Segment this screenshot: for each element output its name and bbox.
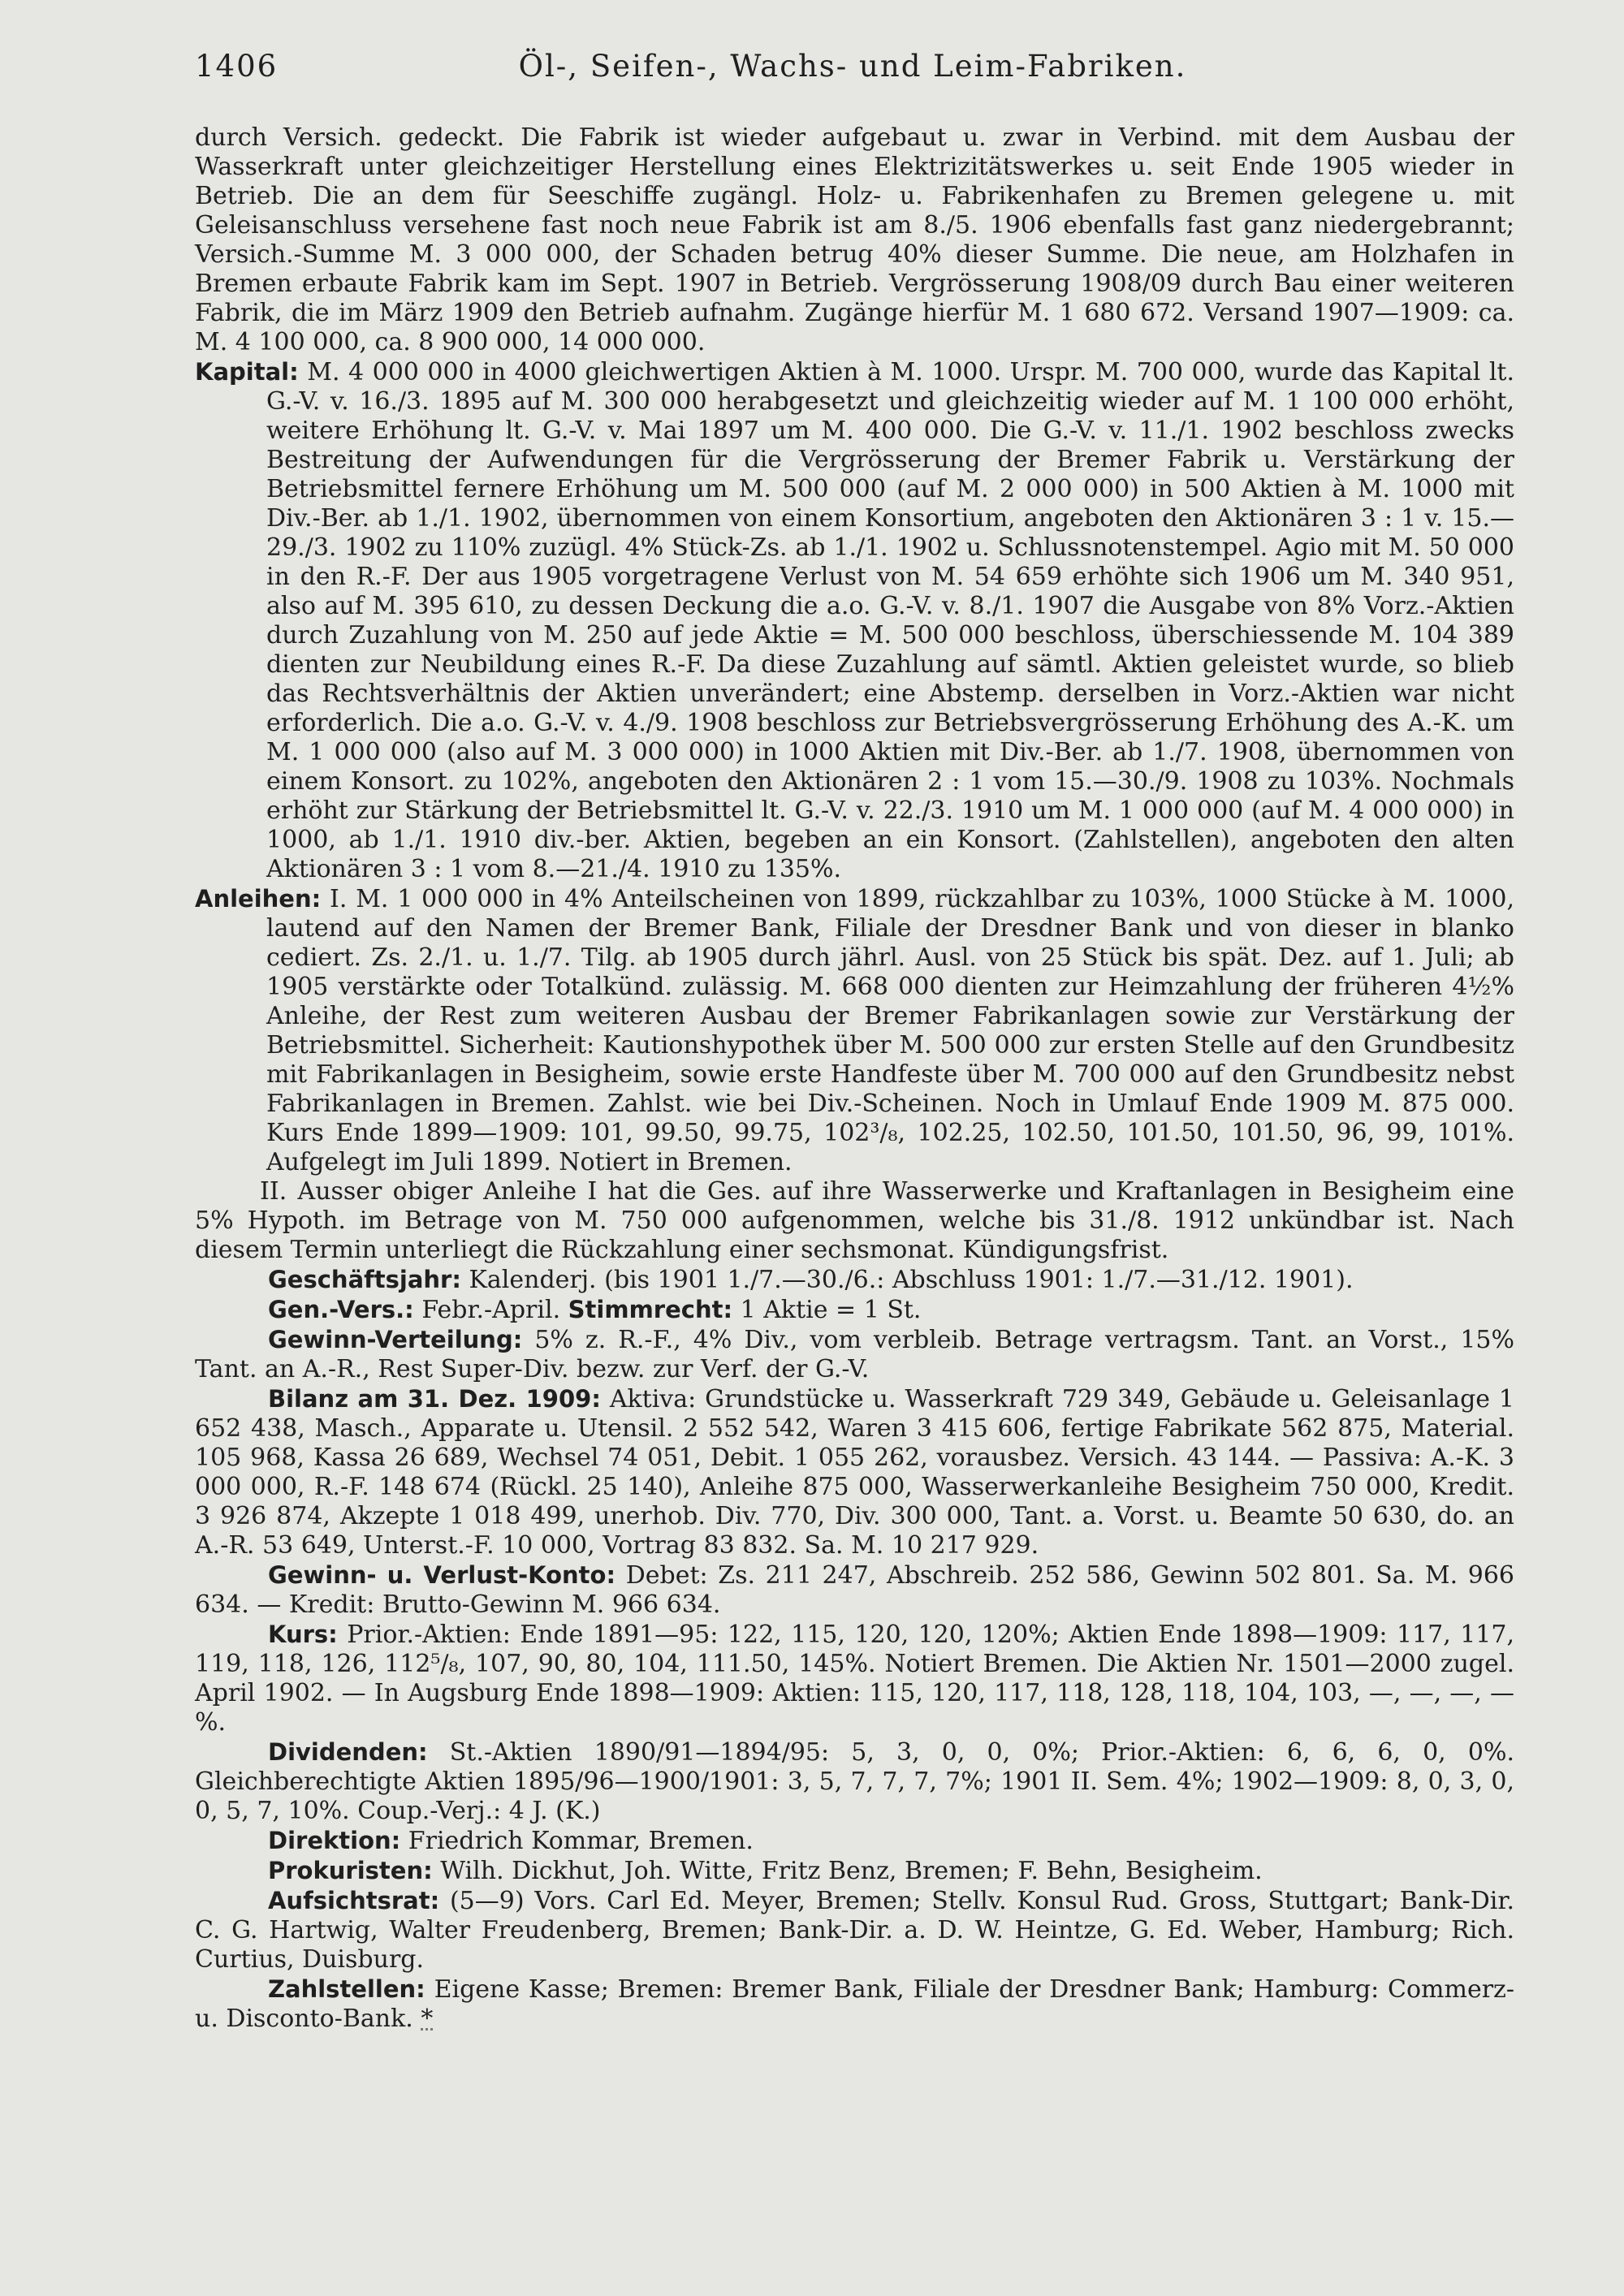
kurs-text: Prior.-Aktien: Ende 1891—95: 122, 115, 120, 120, 120%; Aktien Ende 1898—1909: 117, 117, 119, 118, 126, 112⁵/₈, 107, 90, 80, 104, 111.50, 145%. Notiert Bremen. Die Aktien Nr. 1501—2000 zugel. April 1902. — In Augsburg Ende 1898—1909: Aktien: 115, 120, 117, 118, 128, 118, 104, 103, —, —, —, —%. <box>195 1621 1514 1737</box>
page-header <box>195 49 1510 106</box>
guv-text: Debet: Zs. 211 247, Abschreib. 252 586, Gewinn 502 801. Sa. M. 966 634. — Kredit: Brutto-Gewinn M. 966 634. <box>195 1561 1514 1619</box>
prokuristen-text: Wilh. Dickhut, Joh. Witte, Fritz Benz, Bremen; F. Behn, Besigheim. <box>440 1857 1263 1885</box>
direktion-section <box>195 1826 1514 1856</box>
kurs-label: Kurs: <box>268 1621 338 1648</box>
bilanz-section <box>195 1384 1514 1560</box>
gewinnverteilung-label: Gewinn-Verteilung: <box>268 1326 523 1353</box>
zahlstellen-label: Zahlstellen: <box>268 1975 425 2003</box>
zahlstellen-text: Eigene Kasse; Bremen: Bremer Bank, Filiale der Dresdner Bank; Hamburg: Commerz- u. Disconto-Bank. <box>195 1975 1514 2033</box>
aufsichtsrat-label: Aufsichtsrat: <box>268 1887 440 1914</box>
zahlstellen-section <box>195 1974 1514 2034</box>
bilanz-text: Aktiva: Grundstücke u. Wasserkraft 729 349, Gebäude u. Geleisanlage 1 652 438, Masch., Apparate u. Utensil. 2 552 542, Waren 3 415 606, fertige Fabrikate 562 875, Material. 105 968, Kassa 26 689, Wechsel 74 051, Debit. 1 055 262, vorausbez. Versich. 43 144. — Passiva: A.-K. 3 000 000, R.-F. 148 674 (Rückl. 25 140), Anleihe 875 000, Wasserwerkanleihe Besigheim 750 000, Kredit. 3 926 874, Akzepte 1 018 499, unerhob. Div. 770, Div. 300 000, Tant. a. Vorst. u. Beamte 50 630, do. an A.-R. 53 649, Unterst.-F. 10 000, Vortrag 83 832. Sa. M. 10 217 929. <box>195 1385 1514 1560</box>
dividenden-label: Dividenden: <box>268 1738 428 1766</box>
page-body <box>195 123 1514 2034</box>
stimmrecht-label: Stimmrecht: <box>568 1296 733 1323</box>
bilanz-label: Bilanz am 31. Dez. 1909: <box>268 1385 601 1413</box>
prokuristen-section <box>195 1856 1514 1886</box>
geschaeftsjahr-section <box>195 1265 1514 1295</box>
anleihen-text: I. M. 1 000 000 in 4% Anteilscheinen von 1899, rückzahlbar zu 103%, 1000 Stücke à M. 1000, lautend auf den Namen der Bremer Bank, Filiale der Dresdner Bank und von dieser in blanko cediert. Zs. 2./1. u. 1./7. Tilg. ab 1905 durch jährl. Ausl. von 25 Stück bis spät. Dez. auf 1. Juli; ab 1905 verstärkte oder Totalkünd. zulässig. M. 668 000 dienten zur Heimzahlung der früheren 4½% Anleihe, der Rest zum weiteren Ausbau der Bremer Fabrikanlagen sowie zur Verstärkung der Betriebsmittel. Sicherheit: Kautionshypothek über M. 500 000 zur ersten Stelle auf den Grundbesitz mit Fabrikanlagen in Besigheim, sowie erste Handfeste über M. 700 000 auf den Grundbesitz nebst Fabrikanlagen in Bremen. Zahlst. wie bei Div.-Scheinen. Noch in Umlauf Ende 1909 M. 875 000. Kurs Ende 1899—1909: 101, 99.50, 99.75, 102³/₈, 102.25, 102.50, 101.50, 101.50, 96, 99, 101%. Aufgelegt im Juli 1899. Notiert in Bremen. <box>266 885 1514 1176</box>
aufsichtsrat-section <box>195 1886 1514 1974</box>
kapital-label: Kapital: <box>195 358 299 386</box>
stimmrecht-text: 1 Aktie = 1 St. <box>740 1296 922 1324</box>
kapital-text: M. 4 000 000 in 4000 gleichwertigen Aktien à M. 1000. Urspr. M. 700 000, wurde das Kapital lt. G.-V. v. 16./3. 1895 auf M. 300 000 herabgesetzt und gleichzeitig wieder auf M. 1 100 000 erhöht, weitere Erhöhung lt. G.-V. v. Mai 1897 um M. 400 000. Die G.-V. v. 11./1. 1902 beschloss zwecks Bestreitung der Aufwendungen für die Vergrösserung der Bremer Fabrik u. Verstärkung der Betriebsmittel fernere Erhöhung um M. 500 000 (auf M. 2 000 000) in 500 Aktien à M. 1000 mit Div.-Ber. ab 1./1. 1902, übernommen von einem Konsortium, angeboten den Aktionären 3 : 1 v. 15.—29./3. 1902 zu 110% zuzügl. 4% Stück-Zs. ab 1./1. 1902 u. Schlussnotenstempel. Agio mit M. 50 000 in den R.-F. Der aus 1905 vorgetragene Verlust von M. 54 659 erhöhte sich 1906 um M. 340 951, also auf M. 395 610, zu dessen Deckung die a.o. G.-V. v. 8./1. 1907 die Ausgabe von 8% Vorz.-Aktien durch Zuzahlung von M. 250 auf jede Aktie = M. 500 000 beschloss, überschiessende M. 104 389 dienten zur Neubildung eines R.-F. Da diese Zuzahlung auf sämtl. Aktien geleistet wurde, so blieb das Rechtsverhältnis der Aktien unverändert; eine Abstemp. derselben in Vorz.-Aktien war nicht erforderlich. Die a.o. G.-V. v. 4./9. 1908 beschloss zur Betriebsvergrösserung Erhöhung des A.-K. um M. 1 000 000 (also auf M. 3 000 000) in 1000 Aktien mit Div.-Ber. ab 1./7. 1908, übernommen von einem Konsort. zu 102%, angeboten den Aktionären 2 : 1 vom 15.—30./9. 1908 zu 103%. Nochmals erhöht zur Stärkung der Betriebsmittel lt. G.-V. v. 22./3. 1910 um M. 1 000 000 (auf M. 4 000 000) in 1000, ab 1./1. 1910 div.-ber. Aktien, begeben an ein Konsort. (Zahlstellen), angeboten den alten Aktionären 3 : 1 vom 8.—21./4. 1910 zu 135%. <box>266 358 1515 883</box>
gewinnverteilung-text: 5% z. R.-F., 4% Div., vom verbleib. Betrage vertragsm. Tant. an Vorst., 15% Tant. an A.-R., Rest Super-Div. bezw. zur Verf. der G.-V. <box>195 1326 1514 1383</box>
geschaeftsjahr-label: Geschäftsjahr: <box>268 1266 461 1293</box>
kapital-section <box>195 357 1514 884</box>
genvers-label: Gen.-Vers.: <box>268 1296 414 1323</box>
direktion-label: Direktion: <box>268 1827 401 1854</box>
footnote-mark: * <box>421 2005 434 2033</box>
page-number: 1406 <box>195 49 279 84</box>
intro-paragraph: durch Versich. gedeckt. Die Fabrik ist wieder aufgebaut u. zwar in Verbind. mit dem Ausbau der Wasserkraft unter gleichzeitiger Herstellung eines Elektrizitätswerkes u. seit Ende 1905 wieder in Betrieb. Die an dem für Seeschiffe zugängl. Holz- u. Fabrikenhafen zu Bremen gelegene u. mit Geleisanschluss versehene fast noch neue Fabrik ist am 8./5. 1906 ebenfalls fast ganz niedergebrannt; Versich.-Summe M. 3 000 000, der Schaden betrug 40% dieser Summe. Die neue, am Holzhafen in Bremen erbaute Fabrik kam im Sept. 1907 in Betrieb. Vergrösserung 1908/09 durch Bau einer weiteren Fabrik, die im März 1909 den Betrieb aufnahm. Zugänge hierfür M. 1 680 672. Versand 1907—1909: ca. M. 4 100 000, ca. 8 900 000, 14 000 000. <box>195 123 1514 356</box>
gewinnverteilung-section <box>195 1325 1514 1384</box>
kurs-section <box>195 1620 1514 1737</box>
genvers-section <box>195 1295 1514 1325</box>
dividenden-text: St.-Aktien 1890/91—1894/95: 5, 3, 0, 0, 0%; Prior.-Aktien: 6, 6, 6, 0, 0%. Gleichberechtigte Aktien 1895/96—1900/1901: 3, 5, 7, 7, 7, 7%; 1901 II. Sem. 4%; 1902—1909: 8, 0, 3, 0, 0, 5, 7, 10%. Coup.-Verj.: 4 J. (K.) <box>195 1738 1514 1825</box>
guv-label: Gewinn- u. Verlust-Konto: <box>268 1561 616 1589</box>
dividenden-section <box>195 1737 1514 1826</box>
running-title: Öl-, Seifen-, Wachs- und Leim-Fabriken. <box>518 49 1187 84</box>
anleihen-second-paragraph: II. Ausser obiger Anleihe I hat die Ges. auf ihre Wasserwerke und Kraftanlagen in Besigheim eine 5% Hypoth. im Betrage von M. 750 000 aufgenommen, welche bis 31./8. 1912 unkündbar ist. Nach diesem Termin unterliegt die Rückzahlung einer sechsmonat. Kündigungsfrist. <box>195 1177 1514 1264</box>
geschaeftsjahr-text: Kalenderj. (bis 1901 1./7.—30./6.: Abschluss 1901: 1./7.—31./12. 1901). <box>469 1266 1354 1294</box>
anleihen-section <box>195 884 1514 1177</box>
guv-section <box>195 1560 1514 1620</box>
prokuristen-label: Prokuristen: <box>268 1857 433 1884</box>
anleihen-label: Anleihen: <box>195 885 322 913</box>
direktion-text: Friedrich Kommar, Bremen. <box>408 1827 754 1855</box>
aufsichtsrat-text: (5—9) Vors. Carl Ed. Meyer, Bremen; Stellv. Konsul Rud. Gross, Stuttgart; Bank-Dir. C. G. Hartwig, Walter Freudenberg, Bremen; Bank-Dir. a. D. W. Heintze, G. Ed. Weber, Hamburg; Rich. Curtius, Duisburg. <box>195 1887 1514 1974</box>
genvers-text: Febr.-April. <box>421 1296 561 1324</box>
